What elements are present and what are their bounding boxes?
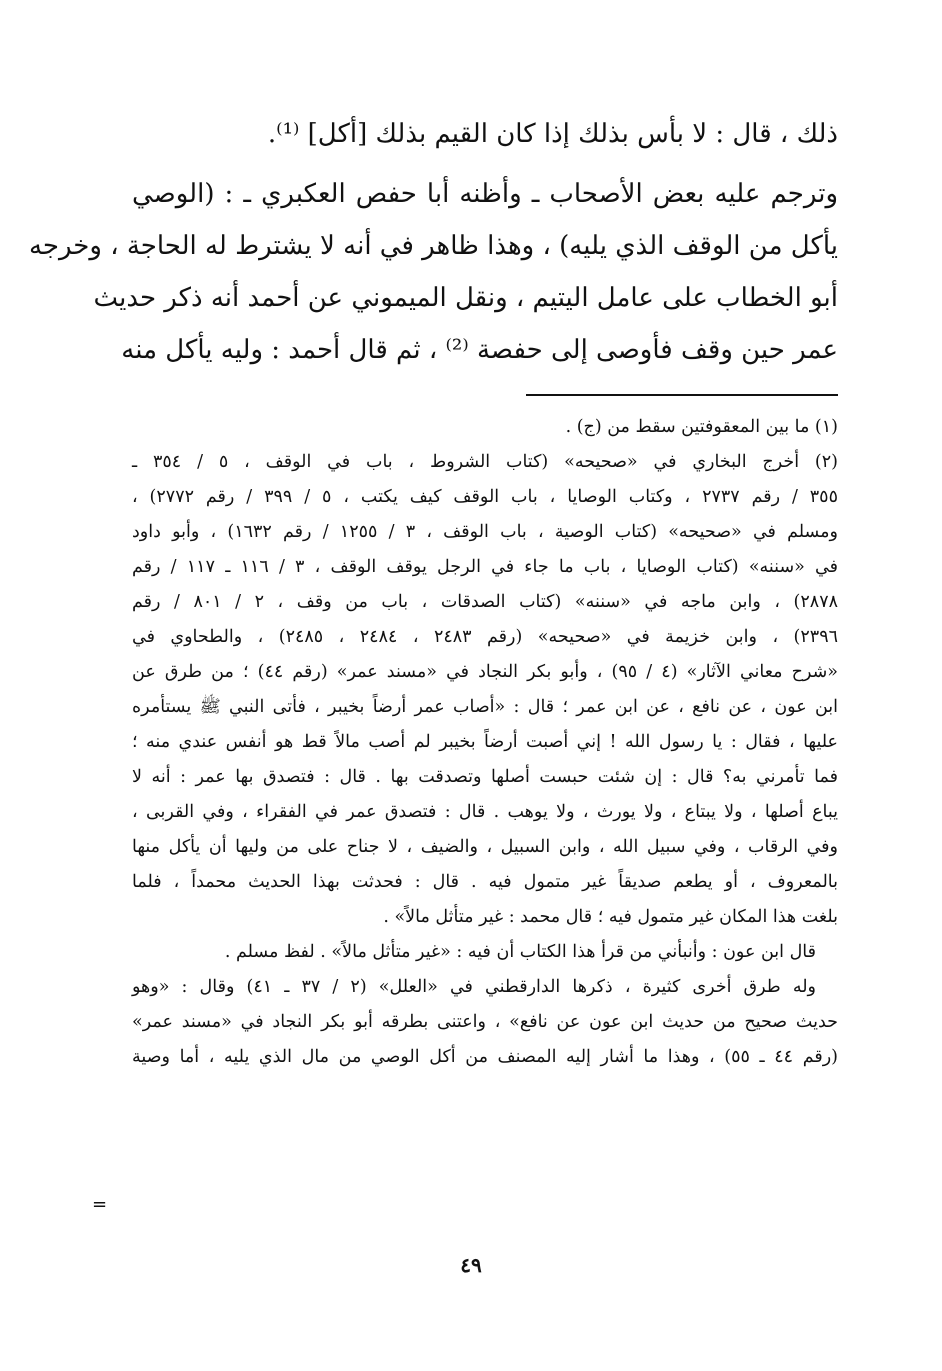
footnote-line: وفي الرقاب ، وفي سبيل الله ، وابن السبيل ، والضيف ، لا جناح على من وليها أن يأكل منها <box>132 837 838 857</box>
footnote-separator <box>526 394 838 396</box>
footnote-line: (رقم ٤٤ ـ ٥٥) ، وهذا ما أشار إليه المصنف من أكل الوصي من مال الذي يليه ، أما وصية <box>132 1047 838 1067</box>
main-text-line: يأكل من الوقف الذي يليه) ، وهذا ظاهر في أنه لا يشترط له الحاجة ، وخرجه <box>28 231 838 261</box>
footnote-line: ٣٥٥ / رقم ٢٧٣٧ ، وكتاب الوصايا ، باب الوقف كيف يكتب ، ٥ / ٣٩٩ / رقم ٢٧٧٢) ، <box>132 487 838 507</box>
footnote-line: وله طرق أخرى كثيرة ، ذكرها الدارقطني في «العلل» (٢ / ٣٧ ـ ٤١) وقال : «وهو <box>132 977 816 997</box>
footnote-line: بلغت هذا المكان غير متمول فيه ؛ قال محمد : غير متأثل مالاً» . <box>383 907 838 927</box>
footnote-line: في «سننه» (كتاب الوصايا ، باب ما جاء في الرجل يوقف الوقف ، ٣ / ١١٦ ـ ١١٧ / رقم <box>132 557 838 577</box>
footnote-line: ٢٨٧٨) ، وابن ماجه في «سننه» (كتاب الصدقات ، باب من وقف ، ٢ / ٨٠١ / رقم <box>132 592 838 612</box>
main-text-line: ذلك ، قال : لا بأس بذلك إذا كان القيم بذلك [أكل] ⁽¹⁾. <box>267 119 838 149</box>
page-number: ٤٩ <box>460 1253 482 1277</box>
footnote-line: قال ابن عون : وأنبأني من قرأ هذا الكتاب أن فيه : «غير متأثل مالاً» . لفظ مسلم . <box>224 942 816 962</box>
footnote-line: فما تأمرني به؟ قال : إن شئت حبست أصلها وتصدقت بها . قال : فتصدق بها عمر : أنه لا <box>132 767 838 787</box>
footnote-line: ابن عون ، عن نافع ، عن ابن عمر ؛ قال : «أصاب عمر أرضاً بخيبر ، فأتى النبي ﷺ يستأمره <box>132 697 838 717</box>
footnote-line: يباع أصلها ، ولا يبتاع ، ولا يورث ، ولا يوهب . قال : فتصدق عمر في الفقراء ، وفي القربى ، <box>132 802 838 822</box>
footnote-line: (١) ما بين المعقوفتين سقط من (ج) . <box>565 417 838 437</box>
footnote-line: حديث صحيح من حديث ابن عون عن نافع» ، واعتنى بطرقه أبو بكر النجاد في «مسند عمر» <box>132 1012 838 1032</box>
footnote-continuation-mark: = <box>92 1194 108 1215</box>
footnote-line: ومسلم في «صحيحه» (كتاب الوصية ، باب الوقف ، ٣ / ١٢٥٥ / رقم ١٦٣٢) ، وأبو داود <box>132 522 838 542</box>
footnote-line: بالمعروف ، أو يطعم صديقاً غير متمول فيه . قال : فحدثت بهذا الحديث محمداً ، فلما <box>132 872 838 892</box>
footnote-line: عليها ، فقال : يا رسول الله ! إني أصبت أرضاً بخيبر لم أصب مالاً قط هو أنفس عندي منه ؛ <box>132 732 838 752</box>
main-text-line: عمر حين وقف فأوصى إلى حفصة ⁽²⁾ ، ثم قال أحمد : وليه يأكل منه <box>121 335 838 365</box>
main-text-line: أبو الخطاب على عامل اليتيم ، ونقل الميموني عن أحمد أنه ذكر حديث <box>93 283 838 313</box>
footnote-line: (٢) أخرج البخاري في «صحيحه» (كتاب الشروط ، باب في الوقف ، ٥ / ٣٥٤ ـ <box>132 452 838 472</box>
main-text-line: وترجم عليه بعض الأصحاب ـ وأظنه أبا حفص العكبري ـ : (الوصي <box>132 179 838 209</box>
footnote-line: ٢٣٩٦) ، وابن خزيمة في «صحيحه» (رقم ٢٤٨٣ ، ٢٤٨٤ ، ٢٤٨٥) ، والطحاوي في <box>132 627 838 647</box>
footnote-line: «شرح معاني الآثار» (٤ / ٩٥) ، وأبو بكر النجاد في «مسند عمر» (رقم ٤٤) ؛ من طرق عن <box>132 662 838 682</box>
book-page <box>28 108 838 1075</box>
